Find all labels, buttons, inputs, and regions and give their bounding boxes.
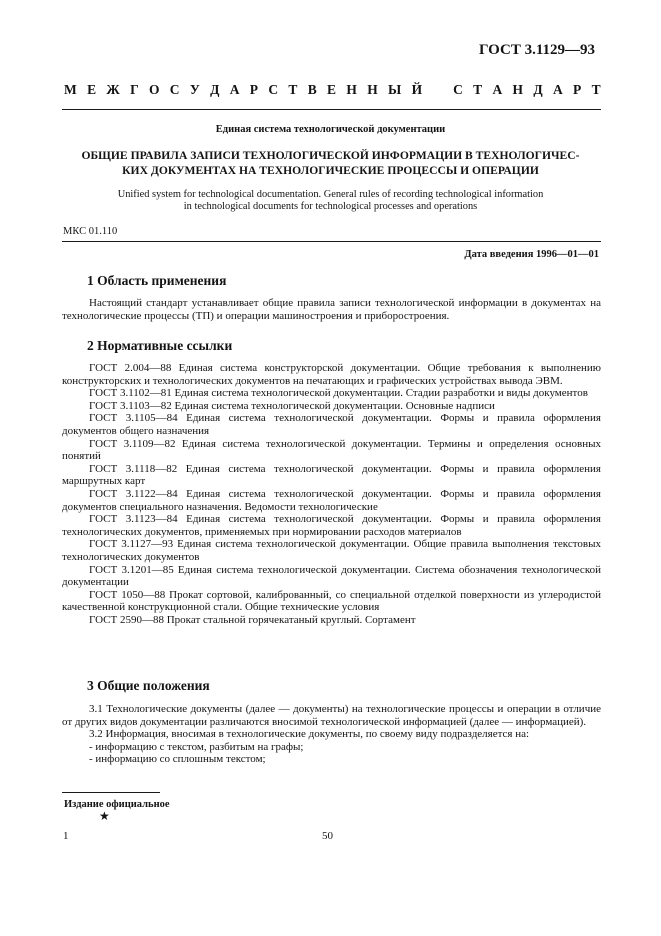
reference-item: ГОСТ 3.1201—85 Единая система технологической документации. Система обозначения технологической документации (62, 563, 601, 589)
header-rule (62, 109, 601, 110)
reference-item: ГОСТ 1050—88 Прокат сортовой, калиброванный, со специальной отделкой поверхности из углеродистой качественной конструкционной стали. Общие технические условия (62, 588, 601, 614)
reference-item: ГОСТ 2590—88 Прокат стальной горячекатаный круглый. Сортамент (89, 613, 416, 626)
paragraph: Настоящий стандарт устанавливает общие правила записи технологической информации в документах на технологические процессы (ТП) и операции машиностроения и приборостроения. (62, 297, 601, 322)
letter: Й (411, 82, 423, 97)
english-title-line: in technological documents for technological processes and operations (183, 201, 478, 212)
letter: Ы (388, 82, 402, 97)
english-title-line: Unified system for technological documentation. General rules of recording technological information (117, 189, 544, 200)
page-number-center: 50 (322, 830, 333, 842)
letter: Т (288, 82, 298, 97)
letter: Е (87, 82, 97, 97)
letter: В (307, 82, 317, 97)
official-edition-label: Издание официальное (64, 799, 170, 810)
letter: Г (130, 82, 139, 97)
reference-item: ГОСТ 3.1123—84 Единая система технологической документации. Формы и правила оформления технологических документов, применяемых при нормировании расходов материалов (62, 513, 601, 538)
system-name: Единая система технологической документации (215, 124, 446, 135)
intro-date: Дата введения 1996—01—01 (464, 249, 599, 260)
letter: Н (346, 82, 357, 97)
section-2-heading: 2 Нормативные ссылки (87, 338, 233, 353)
star-icon: ★ (99, 809, 110, 823)
reference-item: ГОСТ 3.1103—82 Единая система технологической документации. Основные надписи (89, 399, 495, 412)
letter: А (492, 82, 503, 97)
section-1-body (62, 297, 601, 322)
letter: А (552, 82, 563, 97)
footer-rule (62, 792, 160, 793)
paragraph: 3.2 Информация, вносимая в технологические документы, по своему виду подразделяется на: (89, 728, 530, 741)
letter: А (229, 82, 240, 97)
reference-item: ГОСТ 3.1109—82 Единая система технологической документации. Термины и определения основных понятий (62, 437, 601, 463)
title-line: ОБЩИЕ ПРАВИЛА ЗАПИСИ ТЕХНОЛОГИЧЕСКОЙ ИНФОРМАЦИИ В ТЕХНОЛОГИЧЕС- (81, 149, 580, 162)
reference-item: ГОСТ 2.004—88 Единая система конструкторской документации. Общие требования к выполнению конструкторских и технологических документов на печатающих и графических устройствах вывода ЭВМ. (62, 362, 601, 387)
section-1-heading: 1 Область применения (87, 273, 227, 288)
section-3-body (62, 703, 601, 766)
letter: Д (533, 82, 543, 97)
letter: О (148, 82, 160, 97)
page-number-left: 1 (63, 830, 69, 842)
letter: С (453, 82, 463, 97)
english-title (60, 189, 601, 213)
reference-item: ГОСТ 3.1122—84 Единая система технологической документации. Формы и правила оформления документов специального назначения. Ведомости технологические (62, 487, 601, 513)
letter: Д (210, 82, 220, 97)
letter: У (189, 82, 200, 97)
letter: Ж (106, 82, 120, 97)
reference-item: ГОСТ 3.1118—82 Единая система технологической документации. Формы и правила оформления маршрутных карт (62, 462, 601, 488)
gost-number: ГОСТ 3.1129—93 (478, 42, 595, 58)
letter: Н (512, 82, 524, 97)
letter: Р (249, 82, 259, 97)
section-2-references (62, 362, 601, 626)
reference-item: ГОСТ 3.1127—93 Единая система технологической документации. Общие правила выполнения текстовых технологических документов (62, 538, 601, 563)
title-line: КИХ ДОКУМЕНТАХ НА ТЕХНОЛОГИЧЕСКИЕ ПРОЦЕССЫ И ОПЕРАЦИИ (122, 164, 539, 177)
document-title (60, 148, 601, 178)
reference-item: ГОСТ 3.1105—84 Единая система технологической документации. Формы и правила оформления документов общего назначения (62, 412, 601, 437)
letter: Н (367, 82, 378, 97)
mks-code: МКС 01.110 (63, 226, 118, 237)
letter: С (169, 82, 180, 97)
letter: М (64, 82, 77, 97)
paragraph: 3.1 Технологические документы (далее — документы) на технологические процессы и операции в отличие от других видов документации различаются вносимой технологической информацией (далее — информацией). (62, 703, 601, 728)
section-3-heading: 3 Общие положения (87, 678, 210, 693)
letter: Т (473, 82, 483, 97)
standard-type-heading (64, 82, 601, 98)
letter: Е (327, 82, 337, 97)
list-item: - информацию со сплошным текстом; (89, 753, 266, 766)
list-item: - информацию с текстом, разбитым на графы; (89, 740, 304, 753)
mks-rule (62, 241, 601, 242)
letter: Р (573, 82, 582, 97)
letter: Т (591, 82, 601, 97)
letter: С (268, 82, 279, 97)
reference-item: ГОСТ 3.1102—81 Единая система технологической документации. Стадии разработки и виды документов (89, 387, 588, 400)
